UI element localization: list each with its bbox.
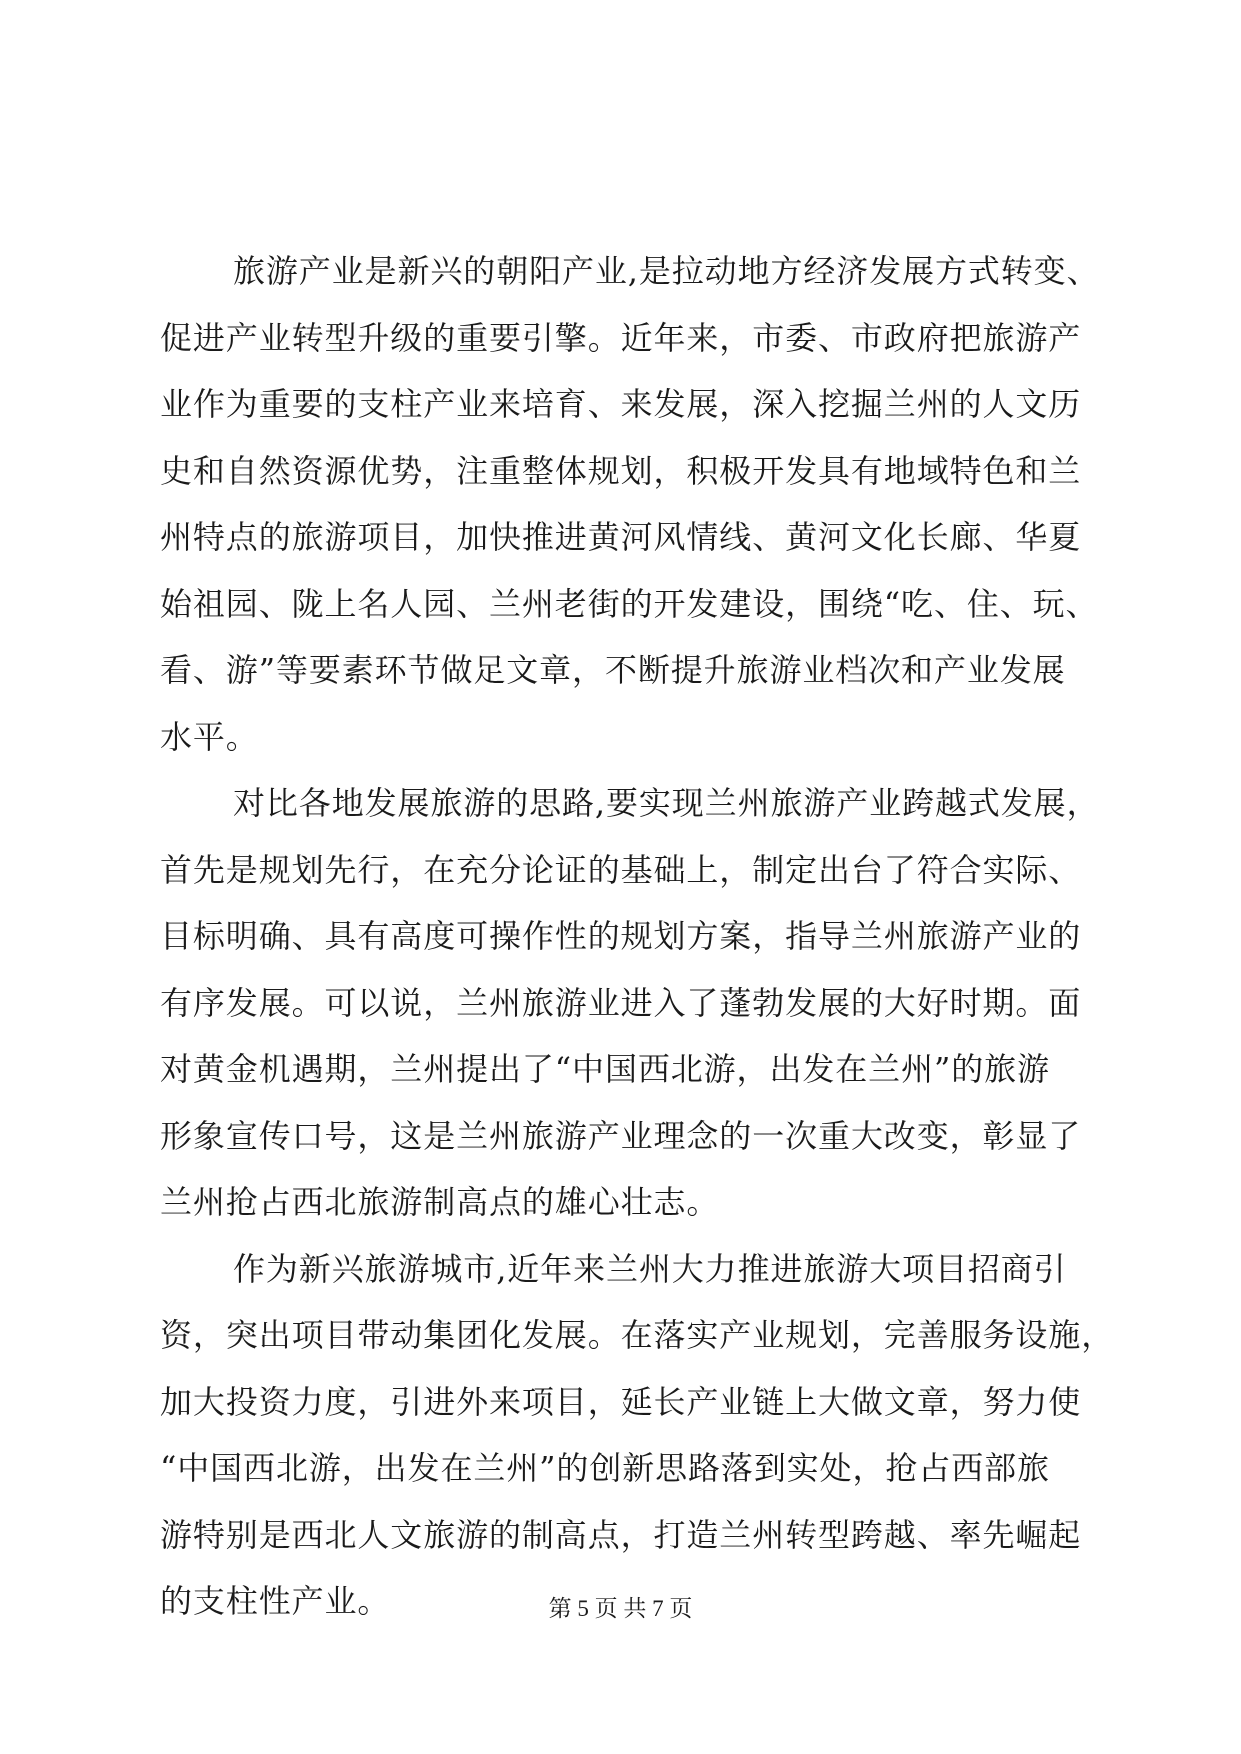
paragraph-line: 水平。 bbox=[160, 717, 259, 756]
paragraph-line: 目标明确、具有高度可操作性的规划方案，指导兰州旅游产业的 bbox=[160, 917, 1082, 955]
paragraph-line: 始祖园、陇上名人园、兰州老街的开发建设，围绕“吃、住、玩、 bbox=[160, 584, 1099, 623]
paragraph-line: 促进产业转型升级的重要引擎。近年来，市委、市政府把旅游产 bbox=[160, 318, 1082, 357]
paragraph-line: 形象宣传口号，这是兰州旅游产业理念的一次重大改变，彰显了 bbox=[160, 1116, 1082, 1155]
page-number-footer: 第 5 页 共 7 页 bbox=[548, 1596, 693, 1621]
paragraph-line: 史和自然资源优势，注重整体规划，积极开发具有地域特色和兰 bbox=[160, 451, 1082, 490]
paragraph-line: 加大投资力度，引进外来项目，延长产业链上大做文章，努力使 bbox=[160, 1382, 1082, 1421]
paragraph-line: “中国西北游，出发在兰州”的创新思路落到实处，抢占西部旅 bbox=[160, 1449, 1050, 1487]
paragraph-3 bbox=[160, 1236, 1115, 1635]
paragraph-line: 对比各地发展旅游的思路,要实现兰州旅游产业跨越式发展， bbox=[233, 784, 1100, 822]
paragraph-line: 作为新兴旅游城市,近年来兰州大力推进旅游大项目招商引 bbox=[233, 1249, 1067, 1288]
paragraph-2 bbox=[160, 770, 1100, 1236]
paragraph-1 bbox=[160, 238, 1100, 770]
paragraph-line: 首先是规划先行，在充分论证的基础上，制定出台了符合实际、 bbox=[160, 850, 1082, 889]
paragraph-line: 的支柱性产业。 bbox=[160, 1582, 391, 1620]
paragraph-line: 游特别是西北人文旅游的制高点，打造兰州转型跨越、率先崛起 bbox=[160, 1515, 1082, 1554]
paragraph-line: 兰州抢占西北旅游制高点的雄心壮志。 bbox=[160, 1183, 720, 1221]
paragraph-line: 对黄金机遇期，兰州提出了“中国西北游，出发在兰州”的旅游 bbox=[160, 1050, 1050, 1088]
paragraph-line: 资，突出项目带动集团化发展。在落实产业规划，完善服务设施， bbox=[160, 1316, 1115, 1354]
paragraph-line: 州特点的旅游项目，加快推进黄河风情线、黄河文化长廊、华夏 bbox=[160, 518, 1082, 556]
paragraph-line: 看、游”等要素环节做足文章，不断提升旅游业档次和产业发展 bbox=[160, 651, 1066, 689]
body-text bbox=[160, 238, 1115, 1635]
paragraph-line: 业作为重要的支柱产业来培育、来发展，深入挖掘兰州的人文历 bbox=[160, 385, 1082, 423]
paragraph-line: 有序发展。可以说，兰州旅游业进入了蓬勃发展的大好时期。面 bbox=[160, 983, 1082, 1022]
paragraph-line: 旅游产业是新兴的朝阳产业,是拉动地方经济发展方式转变、 bbox=[233, 252, 1100, 290]
